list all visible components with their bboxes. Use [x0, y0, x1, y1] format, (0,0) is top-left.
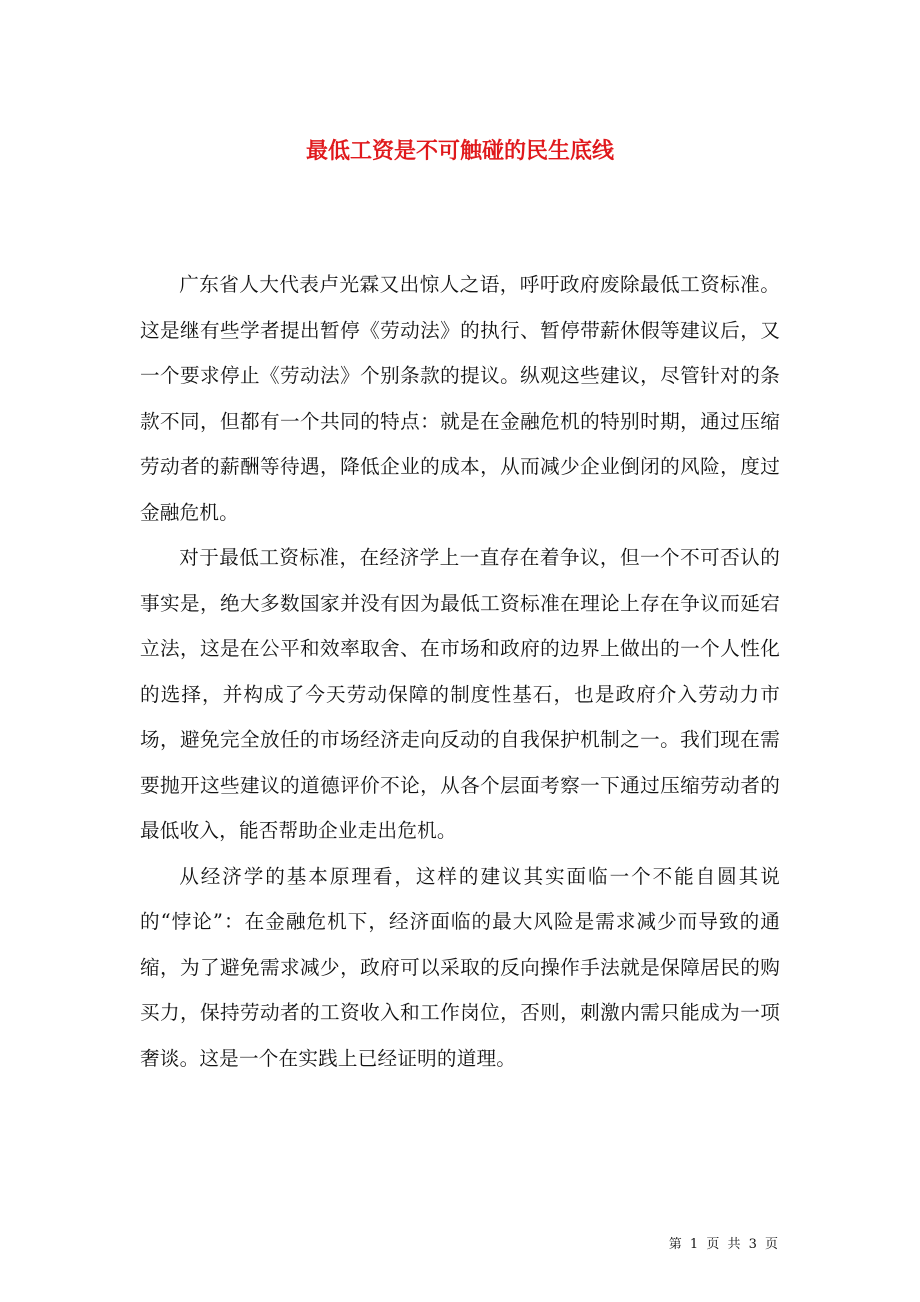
document-body — [140, 262, 780, 1081]
paragraph-2: 对于最低工资标准，在经济学上一直存在着争议，但一个不可否认的事实是，绝大多数国家并没有因为最低工资标准在理论上存在争议而延宕立法，这是在公平和效率取舍、在市场和政府的边界上做出的一个人性化的选择，并构成了今天劳动保障的制度性基石，也是政府介入劳动力市场，避免完全放任的市场经济走向反动的自我保护机制之一。我们现在需要抛开这些建议的道德评价不论，从各个层面考察一下通过压缩劳动者的最低收入，能否帮助企业走出危机。 — [140, 546, 780, 842]
paragraph-1: 广东省人大代表卢光霖又出惊人之语，呼吁政府废除最低工资标准。这是继有些学者提出暂停《劳动法》的执行、暂停带薪休假等建议后，又一个要求停止《劳动法》个别条款的提议。纵观这些建议，尽管针对的条款不同，但都有一个共同的特点：就是在金融危机的特别时期，通过压缩劳动者的薪酬等待遇，降低企业的成本，从而减少企业倒闭的风险，度过金融危机。 — [140, 273, 780, 524]
page-number-footer: 第 1 页 共 3 页 — [668, 1237, 780, 1252]
document-title: 最低工资是不可触碰的民生底线 — [305, 137, 614, 164]
paragraph-3: 从经济学的基本原理看，这样的建议其实面临一个不能自圆其说的“悖论”：在金融危机下，经济面临的最大风险是需求减少而导致的通缩，为了避免需求减少，政府可以采取的反向操作手法就是保障居民的购买力，保持劳动者的工资收入和工作岗位，否则，刺激内需只能成为一项奢谈。这是一个在实践上已经证明的道理。 — [140, 864, 780, 1070]
